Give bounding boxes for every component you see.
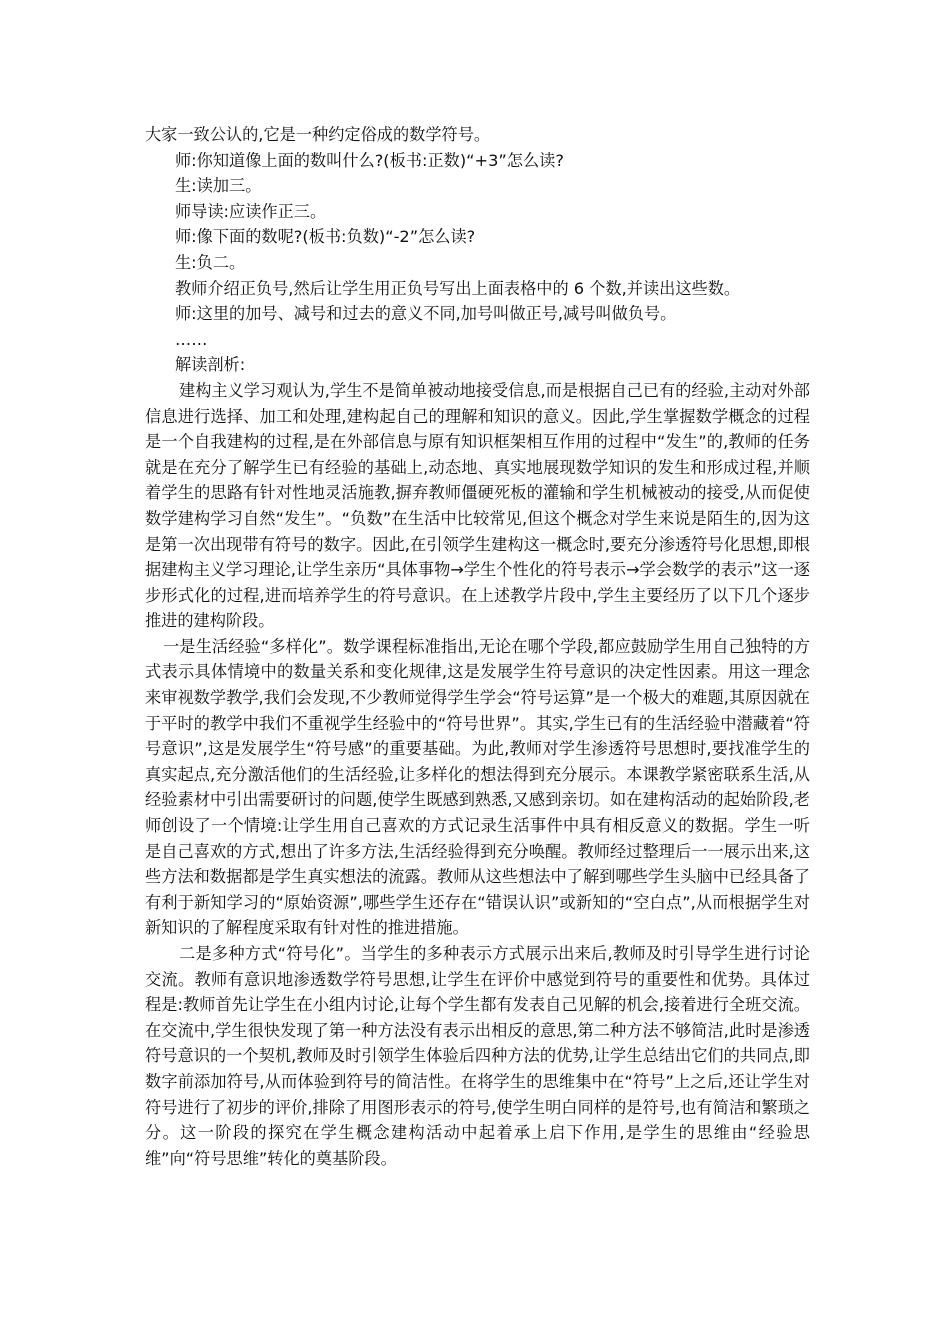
ellipsis-line: …… [175, 329, 208, 349]
dialogue-teacher-4: 师:这里的加号、减号和过去的意义不同,加号叫做正号,减号叫做负号。 [175, 304, 677, 324]
dialogue-student-2: 生:负二。 [175, 252, 246, 272]
dialogue-teacher-3: 师:像下面的数呢?(板书:负数)“-2”怎么读? [175, 227, 476, 247]
dialogue-teacher-2: 师导读:应读作正三。 [175, 201, 327, 221]
paragraph-constructivism: 建构主义学习观认为,学生不是简单被动地接受信息,而是根据自己已有的经验,主动对外部信息进行选择、加工和处理,建构起自己的理解和知识的意义。因此,学生掌握数学概念的过程是一个自我建构的过程,是在外部信息与原有知识框架相互作用的过程中“发生”的,教师的任务就是在充分了解学生已有经验的基础上,动态地、真实地展现数学知识的发生和形成过程,并顺着学生的思路有针对性地灵活施教,摒弃教师僵硬死板的灌输和学生机械被动的接受,从而促使数学建构学习自然“发生”。“负数”在生活中比较常见,但这个概念对学生来说是陌生的,因为这是第一次出现带有符号的数字。因此,在引领学生建构这一概念时,要充分渗透符号化思想,即根据建构主义学习理论,让学生亲历“具体事物→学生个性化的符号表示→学会数学的表示”这一逐步形式化的过程,进而培养学生的符号意识。在上述教学片段中,学生主要经历了以下几个逐步推进的建构阶段。 [145, 380, 810, 631]
paragraph-stage-one: 一是生活经验“多样化”。数学课程标准指出,无论在哪个学段,都应鼓励学生用自己独特的方式表示具体情境中的数量关系和变化规律,这是发展学生符号意识的决定性因素。用这一理念来审视数学教学,我们会发现,不少教师觉得学生学会“符号运算”是一个极大的难题,其原因就在于平时的教学中我们不重视学生经验中的“符号世界”。其实,学生已有的生活经验中潜藏着“符号意识”,这是发展学生“符号感”的重要基础。为此,教师对学生渗透符号思想时,要找准学生的真实起点,充分激活他们的生活经验,让多样化的想法得到充分展示。本课教学紧密联系生活,从经验素材中引出需要研讨的问题,使学生既感到熟悉,又感到亲切。如在建构活动的起始阶段,老师创设了一个情境:让学生用自己喜欢的方式记录生活事件中具有相反意义的数据。学生一听是自己喜欢的方式,想出了许多方法,生活经验得到充分唤醒。教师经过整理后一一展示出来,这些方法和数据都是学生真实想法的流露。教师从这些想法中了解到哪些学生头脑中已经具备了有利于新知学习的“原始资源”,哪些学生还存在“错误认识”或新知的“空白点”,从而根据学生对新知识的了解程度采取有针对性的推进措施。 [145, 636, 810, 938]
section-heading: 解读剖析: [175, 355, 246, 375]
paragraph-stage-two: 二是多种方式“符号化”。当学生的多种表示方式展示出来后,教师及时引导学生进行讨论交流。教师有意识地渗透数学符号思想,让学生在评价中感觉到符号的重要性和优势。具体过程是:教师首先让学生在小组内讨论,让每个学生都有发表自己见解的机会,接着进行全班交流。在交流中,学生很快发现了第一种方法没有表示出相反的意思,第二种方法不够简洁,此时是渗透符号意识的一个契机,教师及时引领学生体验后四种方法的优势,让学生总结出它们的共同点,即数字前添加符号,从而体验到符号的简洁性。在将学生的思维集中在“符号”上之后,还让学生对符号进行了初步的评价,排除了用图形表示的符号,使学生明白同样的是符号,也有简洁和繁琐之分。这一阶段的探究在学生概念建构活动中起着承上启下作用,是学生的思维由“经验思维”向“符号思维”转化的奠基阶段。 [145, 944, 810, 1168]
dialogue-student-1: 生:读加三。 [175, 176, 262, 196]
document-page [145, 122, 810, 1171]
dialogue-teacher-1: 师:你知道像上面的数叫什么?(板书:正数)“+3”怎么读? [175, 150, 564, 170]
text-line-intro: 大家一致公认的,它是一种约定俗成的数学符号。 [145, 125, 491, 144]
narration-line: 教师介绍正负号,然后让学生用正负号写出上面表格中的 6 个数,并读出这些数。 [175, 278, 741, 298]
